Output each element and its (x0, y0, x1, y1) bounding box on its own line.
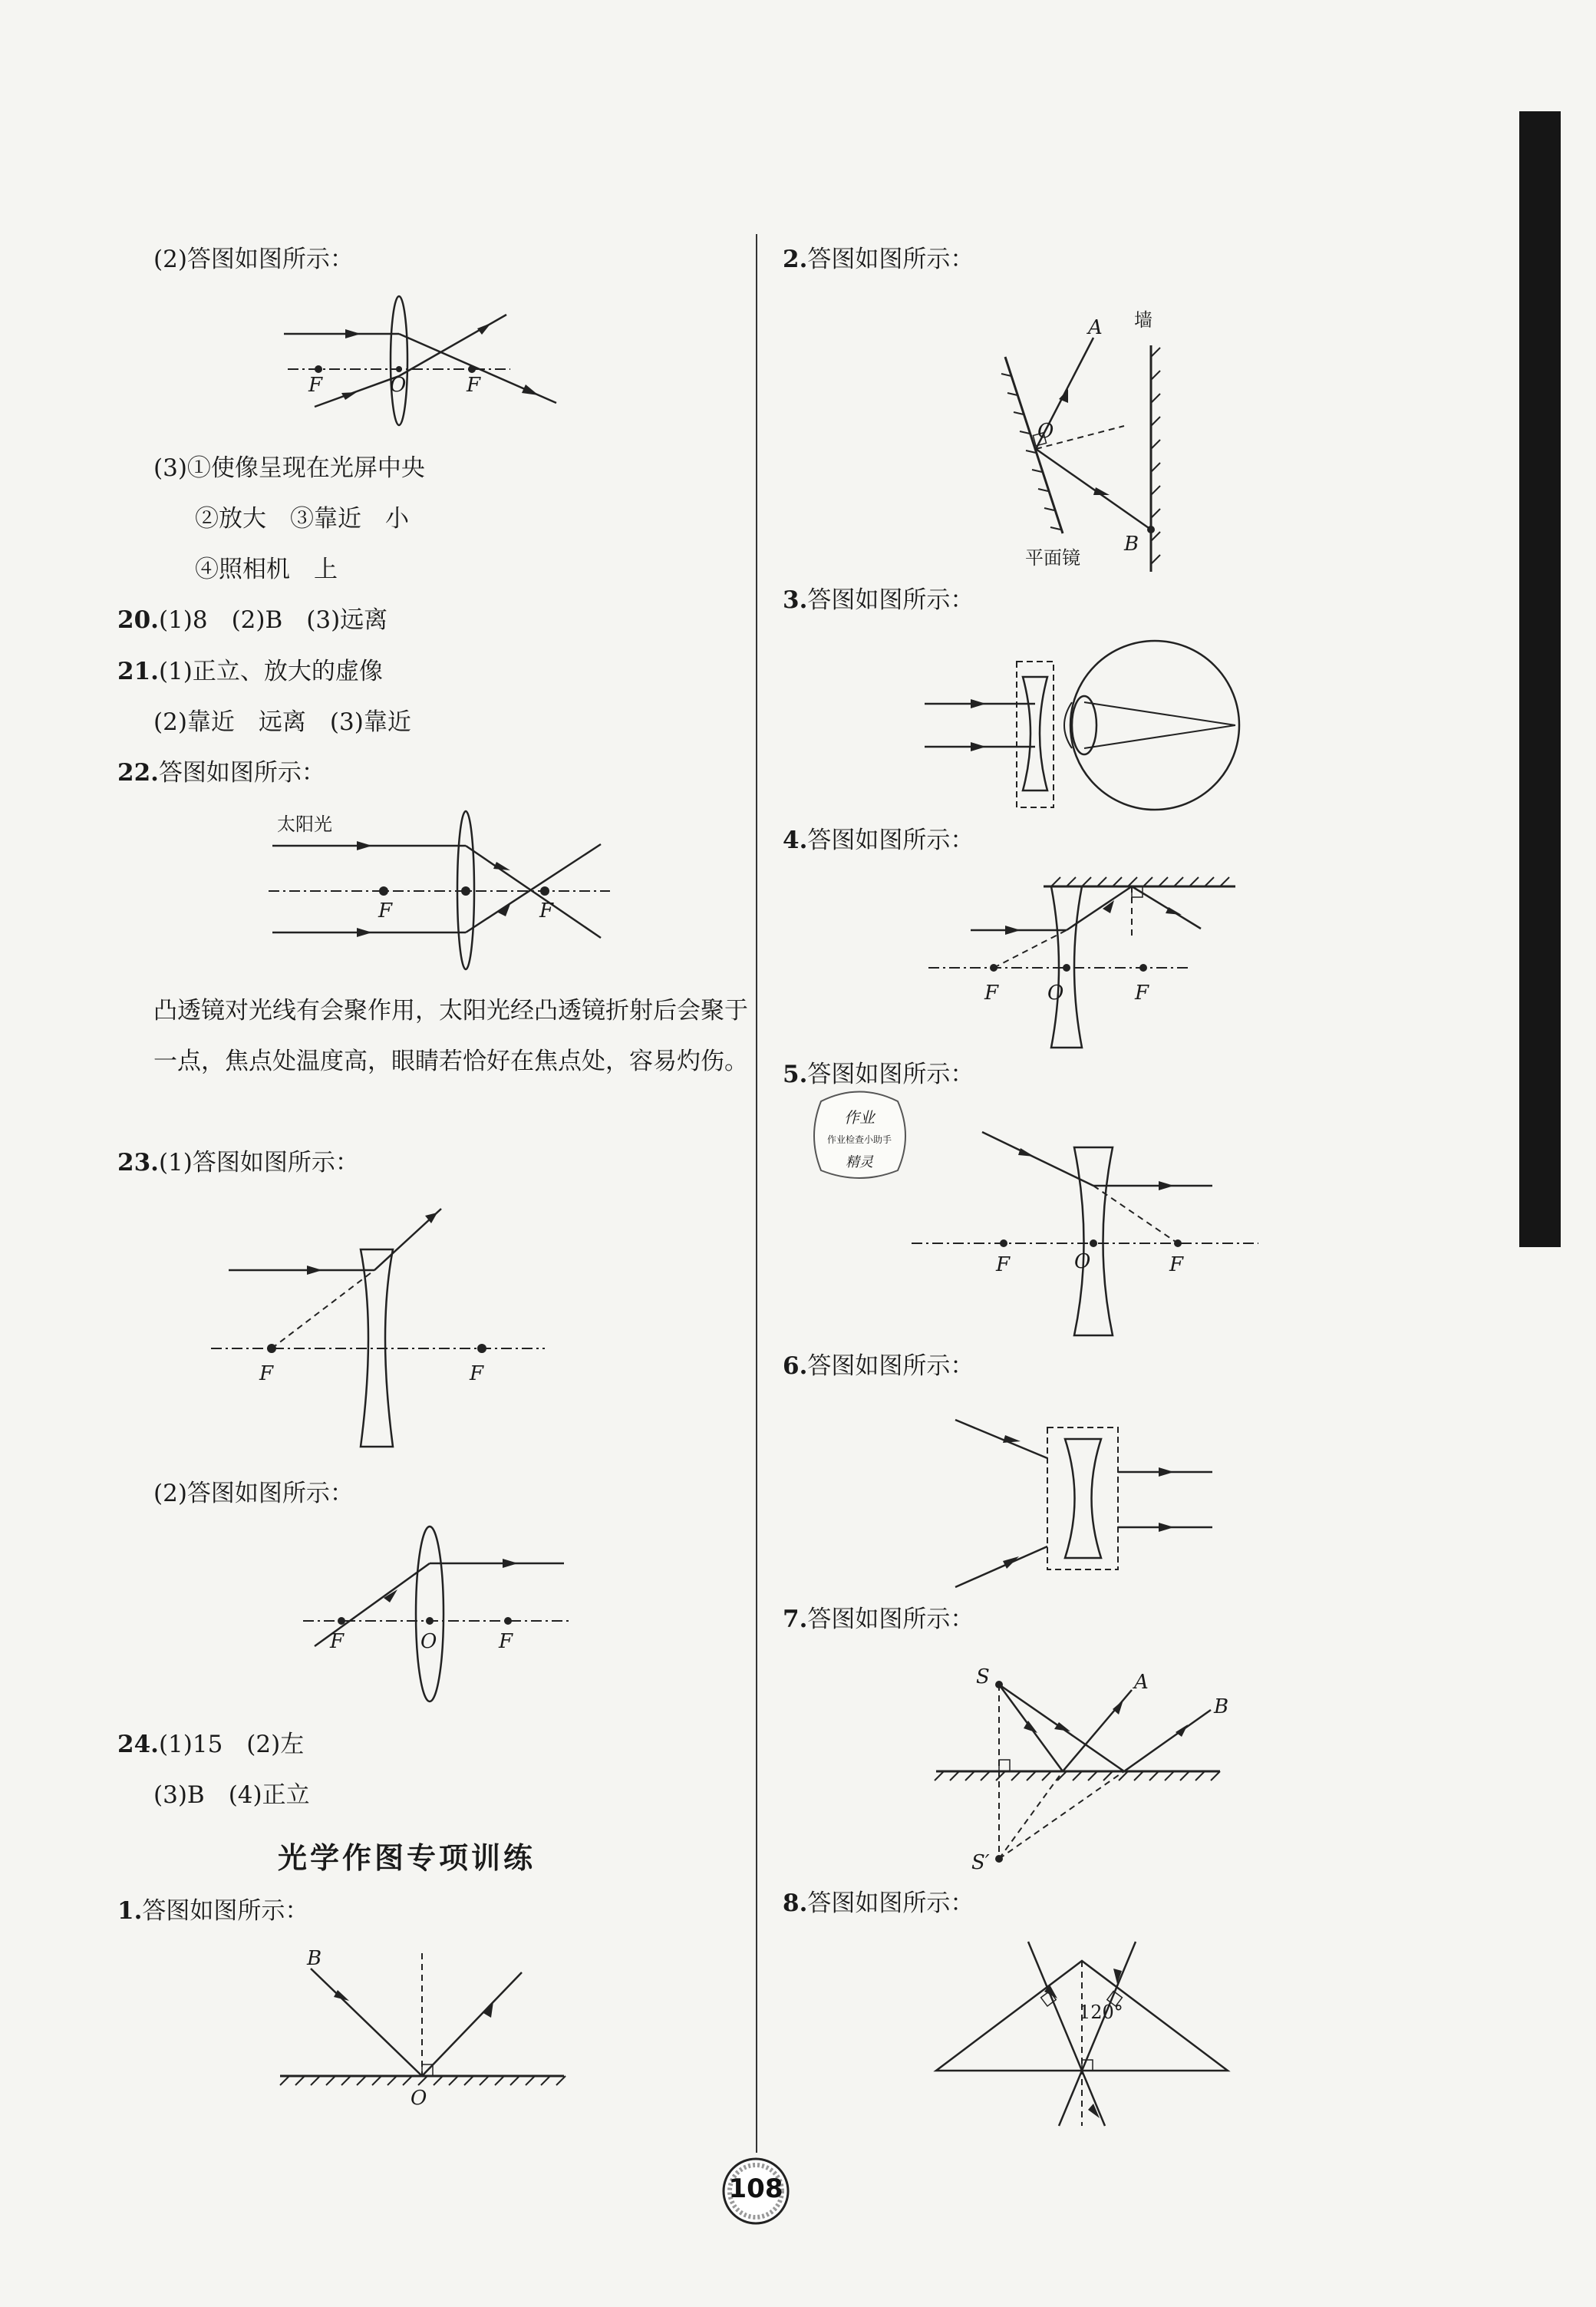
label-O: O (1037, 420, 1054, 443)
fig-s5-concave-lens (905, 1120, 1266, 1339)
page-number: 108 (728, 2173, 783, 2204)
label-F: F (539, 899, 554, 922)
s6-text: 6.答图如图所示： (783, 1352, 974, 1380)
label-F: F (996, 1253, 1011, 1276)
section-title: 光学作图专项训练 (278, 1840, 536, 1875)
page-number-badge (721, 2157, 790, 2226)
fig-s1-reflection (272, 1934, 572, 2111)
label-F: F (259, 1362, 274, 1385)
label-F: F (467, 374, 481, 397)
label-O: O (411, 2087, 427, 2110)
s8-text: 8.答图如图所示： (783, 1889, 974, 1917)
label-O: O (420, 1630, 437, 1653)
fig-s2-plane-mirror-wall (998, 303, 1212, 579)
label-F: F (984, 982, 999, 1005)
q19-2-text: (2)答图如图所示： (153, 246, 354, 273)
q23-1-text: 23.(1)答图如图所示： (117, 1149, 359, 1177)
s3-text: 3.答图如图所示： (783, 586, 974, 614)
q24-line2: (3)B (4)正立 (153, 1781, 310, 1809)
label-F: F (378, 899, 393, 922)
label-B: B (307, 1947, 322, 1970)
scan-dark-edge (1519, 111, 1561, 1247)
fig-s8-prism (928, 1934, 1243, 2141)
label-F: F (1169, 1253, 1184, 1276)
label-F: F (470, 1362, 484, 1385)
s4-text: 4.答图如图所示： (783, 827, 974, 854)
q22-text: 22.答图如图所示： (117, 759, 325, 787)
q20-text: 20.(1)8 (2)B (3)远离 (117, 606, 388, 634)
fig-s7-plane-mirror-image (928, 1658, 1235, 1873)
label-O: O (1047, 982, 1064, 1005)
s5-text: 5.答图如图所示： (783, 1061, 974, 1088)
fig-q23-concave-lens (207, 1197, 552, 1458)
q24-line1: 24.(1)15 (2)左 (117, 1731, 305, 1758)
s7-text: 7.答图如图所示： (783, 1606, 974, 1633)
q21-line2: (2)靠近 远离 (3)靠近 (153, 708, 411, 736)
label-A: A (1088, 316, 1103, 339)
fig-s6-concave-lens-box (940, 1404, 1232, 1596)
label-S-prime: S′ (971, 1851, 990, 1874)
label-A: A (1134, 1671, 1149, 1694)
label-sunlight: 太阳光 (277, 814, 332, 835)
q19-3-line2: ②放大 ③靠近 小 (195, 505, 409, 533)
label-F: F (499, 1630, 513, 1653)
fig-q23-2-convex-lens (299, 1523, 575, 1711)
label-B: B (1124, 533, 1139, 556)
label-angle-120: 120° (1079, 2002, 1123, 2023)
fig-s4-concave-lens-mirror (925, 875, 1239, 1051)
label-F: F (330, 1630, 345, 1653)
label-plane-mirror: 平面镜 (1025, 547, 1080, 569)
q19-3-line3: ④照相机 上 (195, 556, 338, 583)
s1-text: 1.答图如图所示： (117, 1897, 309, 1925)
q22-explanation: 凸透镜对光线有会聚作用，太阳光经凸透镜折射后会聚于一点，焦点处温度高，眼睛若恰好在焦点处，容易灼伤。 (153, 997, 748, 1075)
fig-s3-eye-concave-lens (917, 629, 1262, 814)
q21-line1: 21.(1)正立、放大的虚像 (117, 658, 383, 685)
column-divider (756, 234, 757, 2153)
fig-q22-sunlight-lens (265, 806, 618, 979)
label-wall: 墙 (1134, 309, 1152, 331)
q23-2-text: (2)答图如图所示： (153, 1480, 354, 1507)
fig-q19-convex-lens (276, 292, 568, 426)
s2-text: 2.答图如图所示： (783, 246, 974, 273)
label-O: O (390, 374, 407, 397)
q19-3-line1: (3)①使像呈现在光屏中央 (153, 454, 425, 482)
homework-helper-stamp: 作业 作业检查小助手 精灵 (806, 1074, 913, 1190)
label-O: O (1074, 1250, 1091, 1273)
label-F: F (1135, 982, 1149, 1005)
label-S: S (976, 1665, 990, 1688)
label-B: B (1214, 1695, 1229, 1718)
label-F: F (308, 374, 323, 397)
